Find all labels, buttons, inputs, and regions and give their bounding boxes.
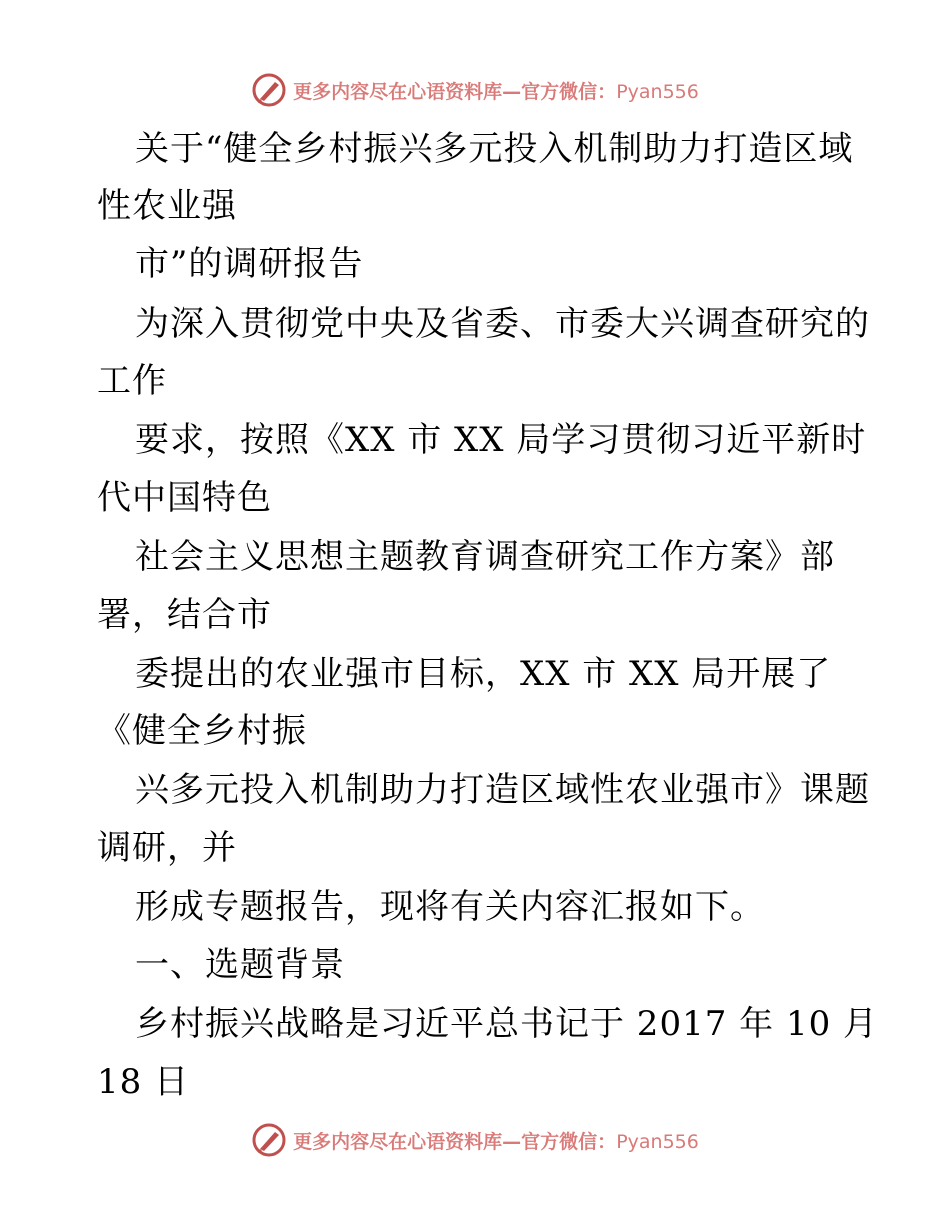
doc-line: 性农业强 [97,186,237,226]
watermark-label: 官方微信： [521,80,617,103]
doc-line: 兴多元投入机制助力打造区域性农业强市》课题 [135,770,870,810]
watermark-text [293,1127,699,1154]
watermark-id: Pyan556 [616,1130,699,1153]
doc-line: 社会主义思想主题教育调查研究工作方案》部 [135,537,835,577]
doc-line: 调研，并 [97,828,237,868]
watermark-label: 官方微信： [521,1130,617,1153]
watermark-dash: — [502,80,522,103]
doc-line: 乡村振兴战略是习近平总书记于 2017 年 10 月 [135,1004,879,1044]
pen-logo-icon [251,1122,287,1158]
watermark-main: 更多内容尽在心语资料库 [293,80,503,103]
watermark-dash: — [502,1130,522,1153]
doc-line: 委提出的农业强市目标，XX 市 XX 局开展了 [135,654,832,694]
doc-line: 形成专题报告，现将有关内容汇报如下。 [135,887,765,927]
doc-line: 市”的调研报告 [135,244,364,284]
doc-line: 为深入贯彻党中央及省委、市委大兴调查研究的 [135,304,870,344]
doc-line: 代中国特色 [97,478,272,518]
doc-line: 18 日 [97,1062,190,1102]
doc-line: 署，结合市 [97,595,272,635]
doc-line: 工作 [97,361,167,401]
watermark-main: 更多内容尽在心语资料库 [293,1130,503,1153]
doc-line: 关于“健全乡村振兴多元投入机制助力打造区域 [135,129,854,169]
doc-line: 要求，按照《XX 市 XX 局学习贯彻习近平新时 [135,420,867,460]
doc-line: 《健全乡村振 [97,711,307,751]
footer-watermark [0,1120,950,1160]
watermark-id: Pyan556 [616,80,699,103]
section-heading: 一、选题背景 [135,945,345,985]
